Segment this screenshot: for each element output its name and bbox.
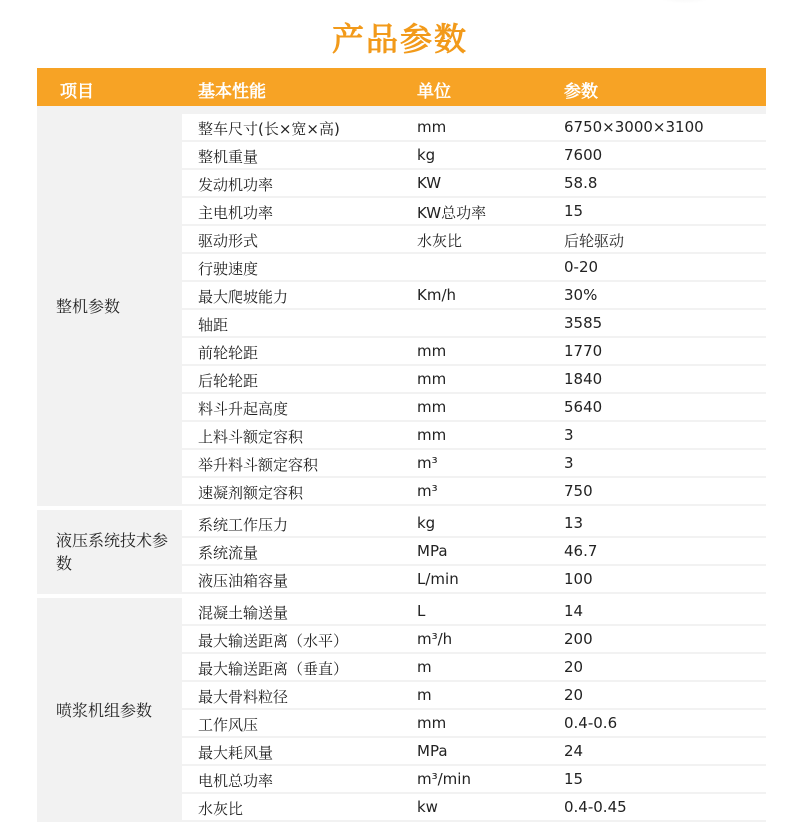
row-value: 30% xyxy=(564,286,598,304)
row-value: 0-20 xyxy=(564,258,599,276)
table-header xyxy=(37,68,766,106)
table-row xyxy=(182,794,766,820)
row-unit: Km/h xyxy=(417,286,457,304)
row-unit: kg xyxy=(417,514,436,532)
row-value: 6750×3000×3100 xyxy=(564,118,704,136)
row-unit: m³/h xyxy=(417,630,453,648)
row-name: 上料斗额定容积 xyxy=(198,428,304,446)
table-row xyxy=(182,338,766,364)
row-name: 主电机功率 xyxy=(198,204,274,222)
row-unit: m³ xyxy=(417,482,438,500)
row-unit: kg xyxy=(417,146,436,164)
table-body xyxy=(37,106,766,822)
group-label-text: 整机参数 xyxy=(56,296,121,316)
row-value: 14 xyxy=(564,602,584,620)
row-value: 3585 xyxy=(564,314,603,332)
table-row xyxy=(182,450,766,476)
row-value: 100 xyxy=(564,570,593,588)
row-name: 整车尺寸(长×宽×高) xyxy=(198,120,340,138)
header-unit: 单位 xyxy=(417,82,451,102)
row-value: 15 xyxy=(564,770,584,788)
group-rows xyxy=(182,510,766,594)
decorative-shadow xyxy=(650,0,720,4)
table-row xyxy=(182,538,766,564)
row-unit: mm xyxy=(417,714,447,732)
row-value: 3 xyxy=(564,426,574,444)
row-name: 混凝土输送量 xyxy=(198,604,289,622)
row-unit: L xyxy=(417,602,426,620)
group-rows xyxy=(182,106,766,506)
row-unit: kw xyxy=(417,798,438,816)
group-rows xyxy=(182,598,766,822)
row-value: 1840 xyxy=(564,370,603,388)
row-value: 后轮驱动 xyxy=(564,232,625,250)
row-unit: mm xyxy=(417,426,447,444)
row-value: 0.4-0.6 xyxy=(564,714,618,732)
row-value: 13 xyxy=(564,514,584,532)
row-name: 最大耗风量 xyxy=(198,744,274,762)
table-row xyxy=(182,422,766,448)
row-name: 液压油箱容量 xyxy=(198,572,289,590)
row-value: 0.4-0.45 xyxy=(564,798,627,816)
page-title: 产品参数 xyxy=(331,20,468,58)
row-unit: KW总功率 xyxy=(417,204,487,222)
table-row xyxy=(182,114,766,140)
table-row xyxy=(182,766,766,792)
table-row xyxy=(182,682,766,708)
table-group xyxy=(37,598,766,822)
row-unit: mm xyxy=(417,342,447,360)
row-name: 前轮轮距 xyxy=(198,344,259,362)
row-unit: m xyxy=(417,658,432,676)
row-unit: 水灰比 xyxy=(417,232,463,250)
row-name: 整机重量 xyxy=(198,148,259,166)
spec-table xyxy=(37,68,766,822)
row-value: 20 xyxy=(564,686,584,704)
header-item: 项目 xyxy=(60,82,94,102)
table-row xyxy=(182,394,766,420)
row-unit: mm xyxy=(417,118,447,136)
row-value: 58.8 xyxy=(564,174,598,192)
table-row xyxy=(182,626,766,652)
row-unit: mm xyxy=(417,370,447,388)
group-label-text: 液压系统技术参数 xyxy=(56,531,169,573)
row-name: 料斗升起高度 xyxy=(198,400,289,418)
table-row xyxy=(182,710,766,736)
row-name: 最大爬坡能力 xyxy=(198,288,289,306)
row-name: 最大输送距离（水平） xyxy=(198,632,349,650)
row-name: 系统工作压力 xyxy=(198,516,289,534)
table-row xyxy=(182,566,766,592)
table-group xyxy=(37,106,766,506)
row-value: 200 xyxy=(564,630,593,648)
table-row xyxy=(182,598,766,624)
row-name: 轴距 xyxy=(198,316,229,334)
row-unit: KW xyxy=(417,174,442,192)
row-unit: m³ xyxy=(417,454,438,472)
row-unit: m³/min xyxy=(417,770,471,788)
table-row xyxy=(182,226,766,252)
row-unit: m xyxy=(417,686,432,704)
row-name: 工作风压 xyxy=(198,716,259,734)
row-unit: mm xyxy=(417,398,447,416)
row-unit: MPa xyxy=(417,542,448,560)
row-name: 速凝剂额定容积 xyxy=(198,484,304,502)
row-name: 后轮轮距 xyxy=(198,372,259,390)
group-label xyxy=(37,510,201,594)
table-row xyxy=(182,654,766,680)
row-value: 15 xyxy=(564,202,584,220)
row-value: 3 xyxy=(564,454,574,472)
row-name: 最大骨料粒径 xyxy=(198,688,289,706)
row-name: 行驶速度 xyxy=(198,260,259,278)
table-row xyxy=(182,738,766,764)
row-unit: MPa xyxy=(417,742,448,760)
row-value: 750 xyxy=(564,482,593,500)
table-row xyxy=(182,282,766,308)
group-label xyxy=(37,598,201,822)
row-name: 系统流量 xyxy=(198,544,259,562)
table-row xyxy=(182,310,766,336)
table-row xyxy=(182,142,766,168)
group-label xyxy=(37,106,201,506)
table-row xyxy=(182,366,766,392)
table-group xyxy=(37,510,766,594)
table-row xyxy=(182,510,766,536)
table-row xyxy=(182,478,766,504)
table-row xyxy=(182,170,766,196)
row-name: 驱动形式 xyxy=(198,232,259,250)
row-name: 最大输送距离（垂直） xyxy=(198,660,349,678)
group-label-text: 喷浆机组参数 xyxy=(56,700,153,720)
row-value: 5640 xyxy=(564,398,603,416)
row-name: 举升料斗额定容积 xyxy=(198,456,319,474)
row-value: 24 xyxy=(564,742,584,760)
table-row xyxy=(182,198,766,224)
header-performance: 基本性能 xyxy=(198,82,266,102)
row-name: 发动机功率 xyxy=(198,176,274,194)
row-name: 水灰比 xyxy=(198,800,244,818)
row-name: 电机总功率 xyxy=(198,772,274,790)
table-row xyxy=(182,254,766,280)
row-value: 20 xyxy=(564,658,584,676)
header-parameter: 参数 xyxy=(564,82,598,102)
row-value: 46.7 xyxy=(564,542,598,560)
row-value: 1770 xyxy=(564,342,603,360)
row-value: 7600 xyxy=(564,146,603,164)
row-unit: L/min xyxy=(417,570,459,588)
